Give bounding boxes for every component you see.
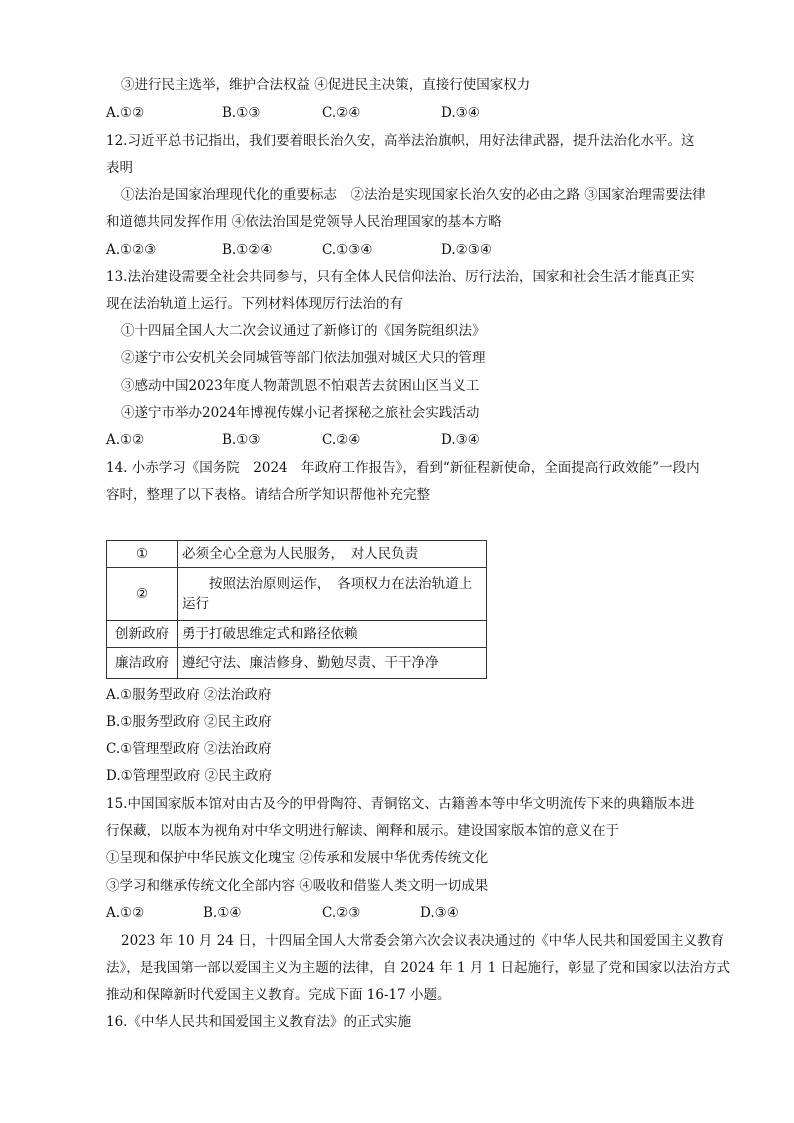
table-key-cell: 廉洁政府	[107, 648, 178, 679]
passage-line-1: 2023 年 10 月 24 日，十四届全国人大常委会第六次会议表决通过的《中华人民共和国爱国主义教育	[121, 933, 725, 949]
q15-stem-line-2: 行保藏，以版本为视角对中华文明进行解读、阐释和展示。建设国家版本馆的意义在于	[106, 823, 619, 839]
table-value-cell: 必须全心全意为人民服务， 对人民负责	[178, 541, 487, 568]
q14-option-b[interactable]: B.①服务型政府 ②民主政府	[106, 714, 272, 730]
q11-option-d[interactable]: D.③④	[441, 105, 480, 121]
q13-option-b[interactable]: B.①③	[222, 432, 261, 448]
q15-option-d[interactable]: D.③④	[420, 905, 459, 921]
table-key-cell: 创新政府	[107, 621, 178, 648]
q13-stem-line-2: 现在法治轨道上运行。下列材料体现厉行法治的有	[106, 296, 403, 312]
table-value-cell: 按照法治原则运作， 各项权力在法治轨道上运行	[178, 568, 487, 621]
government-type-table	[106, 540, 487, 679]
q15-option-b[interactable]: B.①④	[203, 905, 242, 921]
table-key-cell: ②	[107, 568, 178, 621]
q14-stem-line-2: 容时，整理了以下表格。请结合所学知识帮他补充完整	[106, 487, 430, 503]
q13-statement-3: ③感动中国2023年度人物萧凯恩不怕艰苦去贫困山区当义工	[121, 378, 480, 394]
q11-statement-line: ③进行民主选举，维护合法权益 ④促进民主决策，直接行使国家权力	[121, 77, 531, 93]
q11-option-a[interactable]: A.①②	[106, 105, 145, 121]
q13-statement-2: ②遂宁市公安机关会同城管等部门依法加强对城区犬只的管理	[121, 350, 486, 366]
q12-statements-line-1: ①法治是国家治理现代化的重要标志 ②法治是实现国家长治久安的必由之路 ③国家治理需要法律	[121, 187, 706, 203]
table-key-cell: ①	[107, 541, 178, 568]
q15-statements-line-2: ③学习和继承传统文化全部内容 ④吸收和借鉴人类文明一切成果	[106, 878, 489, 894]
q12-option-b[interactable]: B.①②④	[222, 242, 273, 258]
q13-stem-line-1: 13.法治建设需要全社会共同参与，只有全体人民信仰法治、厉行法治，国家和社会生活才能真正实	[106, 269, 695, 285]
q13-option-d[interactable]: D.③④	[441, 432, 480, 448]
q15-stem-line-1: 15.中国国家版本馆对由古及今的甲骨陶符、青铜铭文、古籍善本等中华文明流传下来的典籍版本进	[106, 796, 695, 812]
q13-option-c[interactable]: C.②④	[322, 432, 361, 448]
q12-stem-line-1: 12.习近平总书记指出，我们要着眼长治久安，高举法治旗帜，用好法律武器，提升法治化水平。这	[106, 133, 695, 149]
q14-stem-line-1: 14. 小赤学习《国务院 2024 年政府工作报告》，看到“新征程新使命，全面提高行政效能”一段内	[106, 460, 700, 476]
q14-option-d[interactable]: D.①管理型政府 ②民主政府	[106, 768, 273, 784]
q15-option-c[interactable]: C.②③	[322, 905, 361, 921]
q13-statement-4: ④遂宁市举办2024年博视传媒小记者探秘之旅社会实践活动	[121, 405, 480, 421]
q12-statements-line-2: 和道德共同发挥作用 ④依法治国是党领导人民治理国家的基本方略	[106, 214, 502, 230]
q11-option-c[interactable]: C.②④	[322, 105, 361, 121]
q16-stem-line-1: 16.《中华人民共和国爱国主义教育法》的正式实施	[106, 1014, 411, 1030]
q13-statement-1: ①十四届全国人大二次会议通过了新修订的《国务院组织法》	[121, 323, 486, 339]
q12-stem-line-2: 表明	[106, 160, 133, 176]
table-row	[107, 621, 487, 648]
q15-statements-line-1: ①呈现和保护中华民族文化瑰宝 ②传承和发展中华优秀传统文化	[106, 850, 489, 866]
q11-option-b[interactable]: B.①③	[222, 105, 261, 121]
table-row	[107, 648, 487, 679]
passage-line-2: 法》，是我国第一部以爱国主义为主题的法律，自 2024 年 1 月 1 日起施行，彰显了党和国家以法治方式	[106, 960, 731, 976]
q12-option-a[interactable]: A.①②③	[106, 242, 157, 258]
table-value-cell: 勇于打破思维定式和路径依赖	[178, 621, 487, 648]
table-row	[107, 568, 487, 621]
table-row	[107, 541, 487, 568]
q14-option-a[interactable]: A.①服务型政府 ②法治政府	[106, 687, 272, 703]
q14-option-c[interactable]: C.①管理型政府 ②法治政府	[106, 741, 272, 757]
q13-option-a[interactable]: A.①②	[106, 432, 145, 448]
passage-line-3: 推动和保障新时代爱国主义教育。完成下面 16-17 小题。	[106, 987, 451, 1003]
q12-option-d[interactable]: D.②③④	[441, 242, 492, 258]
table-value-cell: 遵纪守法、廉洁修身、勤勉尽责、干干净净	[178, 648, 487, 679]
q15-option-a[interactable]: A.①②	[106, 905, 145, 921]
q12-option-c[interactable]: C.①③④	[322, 242, 373, 258]
